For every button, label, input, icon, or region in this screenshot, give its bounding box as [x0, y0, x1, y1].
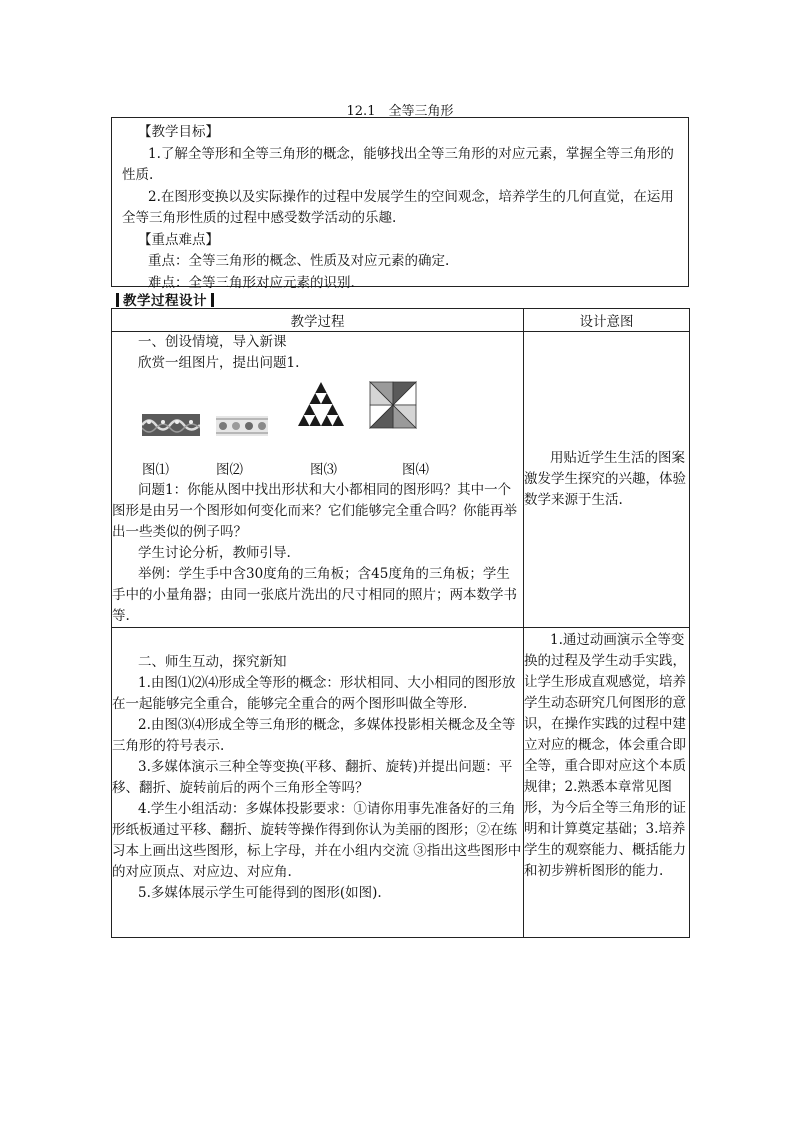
part2-item-1: 1.由图⑴⑵⑷形成全等形的概念：形状相同、大小相同的图形放在一起能够完全重合，能够完全重合的两个图形叫做全等形.: [112, 675, 516, 712]
part2-item-3: 3.多媒体演示三种全等变换(平移、翻折、旋转)并提出问题：平移、翻折、旋转前后的两个三角形全等吗？: [112, 759, 513, 796]
table-row: [112, 628, 690, 938]
section-label: [112, 289, 218, 309]
part2-item-5: 5.多媒体展示学生可能得到的图形(如图).: [138, 885, 382, 901]
intent-text-1: 用贴近学生生活的图案激发学生探究的兴趣，体验数学来源于生活.: [524, 450, 686, 508]
figure-2-pattern: [216, 416, 268, 436]
figure-strip: [112, 380, 523, 460]
intent-cell-2: [524, 628, 690, 938]
figure-3-triangles: [296, 380, 346, 428]
part2-item-4: 4.学生小组活动：多媒体投影要求：①请你用事先准备好的三角形纸板通过平移、翻折、旋转等操作得到你认为美丽的图形；②在练习本上画出这些图形，标上字母，并在小组内交流 ③指出这些图形中的对应顶点、对应边、对应角.: [112, 801, 522, 880]
part2-item-2: 2.由图⑶⑷形成全等三角形的概念，多媒体投影相关概念及全等三角形的符号表示.: [112, 717, 516, 754]
part1-intro: 欣赏一组图片，提出问题1.: [138, 355, 300, 371]
goal-item-1: 1.了解全等形和全等三角形的概念，能够找出全等三角形的对应元素，掌握全等三角形的性质.: [122, 145, 674, 183]
figure-caption-1: 图⑴: [142, 462, 169, 478]
part1-heading: 一、创设情境，导入新课: [138, 334, 287, 350]
header-intent: 设计意图: [524, 309, 690, 332]
figure-captions: [112, 460, 523, 480]
section-label-text: 教学过程设计: [123, 293, 207, 309]
figure-1-pattern: [142, 414, 200, 436]
table-row: [112, 332, 690, 628]
page-title: 12.1 全等三角形: [346, 104, 454, 119]
section-bar-right: [211, 293, 214, 307]
example-text: 举例：学生手中含30度角的三角板；含45度角的三角板；学生手中的小量角器；由同一张底片洗出的尺寸相同的照片；两本数学书等.: [112, 566, 517, 624]
figure-4-pinwheel: [368, 380, 418, 430]
part2-heading: 二、师生互动，探究新知: [138, 654, 287, 670]
table-header-row: [112, 309, 690, 332]
process-table: [111, 308, 690, 938]
process-cell-part2: [112, 628, 524, 938]
header-process: 教学过程: [112, 309, 524, 332]
figure-caption-4: 图⑷: [402, 462, 429, 478]
question-1: 问题1：你能从图中找出形状和大小都相同的图形吗？其中一个图形是由另一个图形如何变化而来？它们能够完全重合吗？你能再举出一些类似的例子吗？: [112, 482, 517, 540]
key-point: 重点：全等三角形的概念、性质及对应元素的确定.: [148, 253, 450, 269]
figure-caption-3: 图⑶: [310, 462, 337, 478]
figure-caption-2: 图⑵: [216, 462, 243, 478]
goals-heading: 【教学目标】: [138, 124, 219, 140]
process-cell-part1: [112, 332, 524, 628]
section-bar-left: [116, 293, 119, 307]
difficulty-point: 难点：全等三角形对应元素的识别.: [148, 274, 355, 291]
intent-cell-1: [524, 332, 690, 628]
key-points-heading: 【重点难点】: [138, 231, 219, 248]
teaching-goals-box: [111, 117, 689, 291]
discussion-text: 学生讨论分析，教师引导.: [138, 545, 291, 561]
goal-item-2: 2.在图形变换以及实际操作的过程中发展学生的空间观念，培养学生的几何直觉，在运用全等三角形性质的过程中感受数学活动的乐趣.: [122, 188, 674, 226]
intent-text-2: 1.通过动画演示全等变换的过程及学生动手实践，让学生形成直观感觉，培养学生动态研究几何图形的意识，在操作实践的过程中建立对应的概念，体会重合即全等，重合即对应这个本质规律；2.熟悉本章常见图形，为今后全等三角形的证明和计算奠定基础；3.培养学生的观察能力、概括能力和初步辨析图形的能力.: [524, 632, 686, 879]
